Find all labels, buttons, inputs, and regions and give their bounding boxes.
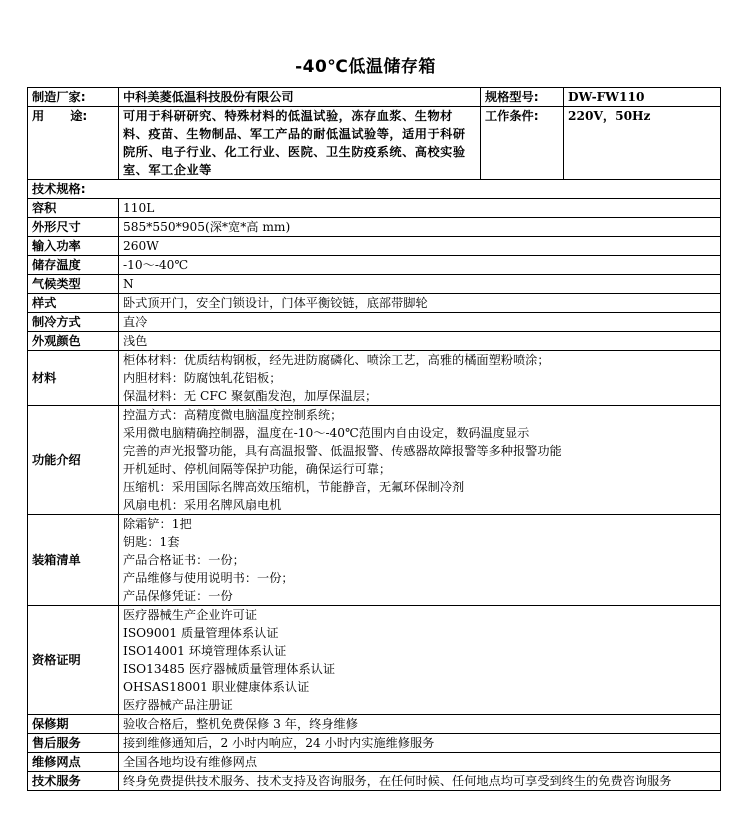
table-row [28,107,721,180]
warranty-label: 保修期 [28,715,119,734]
cert-line: 医疗器械生产企业许可证 [123,608,258,622]
spec-label: 气候类型 [28,275,119,294]
tech-spec-label: 技术规格: [28,180,721,199]
spec-value: N [119,275,721,294]
after-sales-value: 接到维修通知后，2 小时内响应，24 小时内实施维修服务 [119,734,721,753]
material-label: 材料 [28,351,119,406]
material-line: 柜体材料：优质结构钢板，经先进防腐磷化、喷涂工艺，高雅的橘面塑粉喷涂； [123,353,550,367]
function-value [119,406,721,515]
spec-label: 样式 [28,294,119,313]
use-value: 可用于科研研究、特殊材料的低温试验，冻存血浆、生物材料、疫苗、生物制品、军工产品的耐低温试验等，适用于科研院所、电子行业、化工行业、医院、卫生防疫系统、高校实验室、军工企业等 [119,107,481,180]
spec-label: 容积 [28,199,119,218]
function-line: 风扇电机：采用名牌风扇电机 [123,498,282,512]
packing-line: 产品合格证书：一份； [123,553,245,567]
function-label: 功能介绍 [28,406,119,515]
cert-line: ISO14001 环境管理体系认证 [123,644,287,658]
work-conditions-value: 220V，50Hz [564,107,721,180]
table-row [28,256,721,275]
table-row [28,88,721,107]
table-row [28,218,721,237]
packing-value [119,515,721,606]
network-value: 全国各地均设有维修网点 [119,753,721,772]
spec-label: 外观颜色 [28,332,119,351]
use-label-suffix: 途: [70,109,88,123]
spec-value: 直冷 [119,313,721,332]
model-label: 规格型号: [481,88,564,107]
material-line: 内胆材料：防腐蚀轧花铝板； [123,371,282,385]
function-line: 完善的声光报警功能，具有高温报警、低温报警、传感器故障报警等多种报警功能 [123,444,562,458]
table-row [28,332,721,351]
use-label-char: 用 [32,109,45,123]
table-row [28,753,721,772]
table-row [28,180,721,199]
work-conditions-label: 工作条件: [481,107,564,180]
table-row [28,515,721,606]
table-row [28,606,721,715]
maker-value: 中科美菱低温科技股份有限公司 [119,88,481,107]
spec-label: 外形尺寸 [28,218,119,237]
spec-value: 110L [119,199,721,218]
packing-line: 产品保修凭证：一份 [123,589,233,603]
page-title: -40℃低温储存箱 [295,57,436,77]
network-label: 维修网点 [28,753,119,772]
cert-line: ISO13485 医疗器械质量管理体系认证 [123,662,336,676]
model-value: DW-FW110 [564,88,721,107]
packing-line: 产品维修与使用说明书：一份； [123,571,294,585]
function-line: 压缩机：采用国际名牌高效压缩机，节能静音，无氟环保制冷剂 [123,480,465,494]
table-row [28,406,721,515]
function-line: 开机延时、停机间隔等保护功能，确保运行可靠； [123,462,392,476]
packing-label: 装箱清单 [28,515,119,606]
table-row [28,199,721,218]
spec-label: 制冷方式 [28,313,119,332]
spec-table [27,87,721,791]
material-value [119,351,721,406]
certs-label: 资格证明 [28,606,119,715]
spec-value: 浅色 [119,332,721,351]
table-row [28,237,721,256]
spec-label: 储存温度 [28,256,119,275]
spec-value: 卧式顶开门，安全门锁设计，门体平衡铰链，底部带脚轮 [119,294,721,313]
tech-service-label: 技术服务 [28,772,119,791]
use-label [28,107,119,180]
function-line: 采用微电脑精确控制器，温度在-10～-40℃范围内自由设定，数码温度显示 [123,426,530,440]
material-line: 保温材料：无 CFC 聚氨酯发泡，加厚保温层； [123,389,378,403]
table-row [28,772,721,791]
warranty-value: 验收合格后，整机免费保修 3 年，终身维修 [119,715,721,734]
maker-label: 制造厂家: [28,88,119,107]
cert-line: OHSAS18001 职业健康体系认证 [123,680,310,694]
table-row [28,313,721,332]
spec-value: 585*550*905(深*宽*高 mm) [119,218,721,237]
spec-value: -10～-40℃ [119,256,721,275]
packing-line: 除霜铲：1把 [123,517,192,531]
cert-line: ISO9001 质量管理体系认证 [123,626,279,640]
certs-value [119,606,721,715]
after-sales-label: 售后服务 [28,734,119,753]
tech-service-value: 终身免费提供技术服务、技术支持及咨询服务，在任何时候、任何地点均可享受到终生的免费咨询服务 [119,772,721,791]
table-row [28,734,721,753]
spec-value: 260W [119,237,721,256]
table-row [28,351,721,406]
function-line: 控温方式：高精度微电脑温度控制系统； [123,408,343,422]
cert-line: 医疗器械产品注册证 [123,698,233,712]
table-row [28,715,721,734]
table-row [28,275,721,294]
table-row [28,294,721,313]
spec-label: 输入功率 [28,237,119,256]
packing-line: 钥匙：1套 [123,535,180,549]
